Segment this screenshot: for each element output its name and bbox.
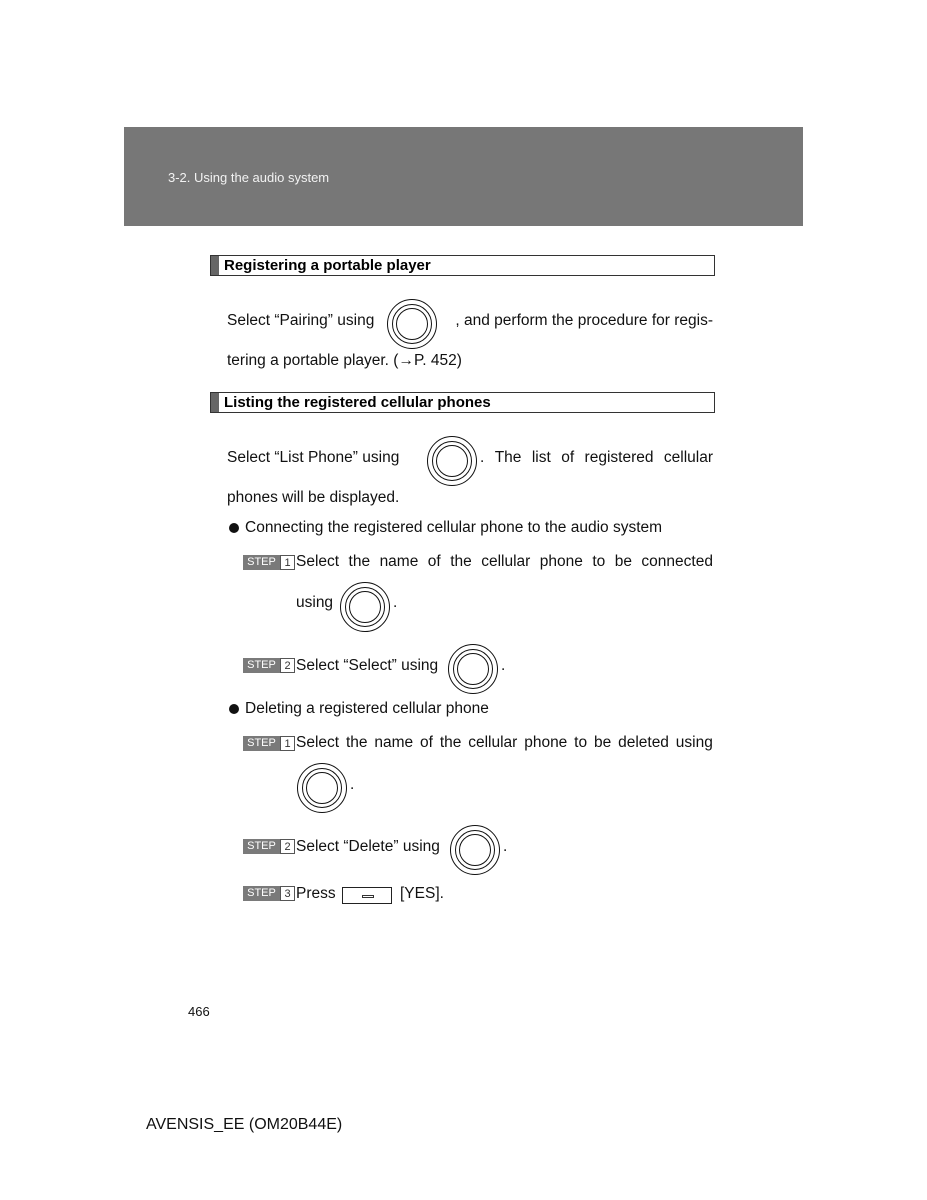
word: phone: [524, 734, 568, 751]
period: .: [393, 594, 398, 611]
breadcrumb: 3-2. Using the audio system: [168, 170, 330, 185]
word: registered: [584, 449, 654, 466]
step-number: 1: [280, 736, 295, 751]
word: to: [574, 734, 588, 751]
step-number: 2: [280, 839, 295, 854]
step-number: 3: [280, 886, 295, 901]
step-number: 2: [280, 658, 295, 673]
step-number: 1: [280, 555, 295, 570]
button-dash-mark: [362, 895, 374, 898]
word: list: [531, 449, 551, 466]
bullet-icon: [229, 704, 239, 714]
word: Select: [296, 553, 340, 570]
word: be: [614, 553, 632, 570]
tune-select-knob-icon: [448, 644, 498, 694]
step-label: STEP: [243, 839, 280, 854]
step-label: STEP: [243, 555, 280, 570]
word: be: [593, 734, 612, 751]
tune-select-knob-icon: [387, 299, 437, 349]
delete-step2-text: Select “Delete” using: [296, 838, 440, 855]
bullet-delete-text: Deleting a registered cellular phone: [245, 700, 489, 717]
step-badge-2: [243, 658, 295, 673]
word: connected: [641, 553, 713, 570]
step-label: STEP: [243, 886, 280, 901]
register-line1-pre: Select “Pairing” using: [227, 312, 375, 329]
step-badge-1: [243, 736, 295, 751]
bullet-icon: [229, 523, 239, 533]
step-label: STEP: [243, 658, 280, 673]
section-title: Registering a portable player: [224, 257, 431, 274]
word: of: [427, 553, 441, 570]
connect-step1-text: [296, 552, 713, 572]
word: the: [450, 553, 472, 570]
step-badge-2: [243, 839, 295, 854]
step-badge-3: [243, 886, 295, 901]
hang-up-button-icon: [342, 887, 392, 904]
listing-line1-pre: Select “List Phone” using: [227, 449, 400, 466]
word: name: [374, 734, 414, 751]
word: the: [348, 553, 371, 570]
register-line2: tering a portable player. (→P. 452): [227, 352, 462, 369]
connect-step1-cont: using: [296, 594, 334, 611]
word: of: [420, 734, 433, 751]
word: of: [561, 449, 575, 466]
word: name: [379, 553, 419, 570]
section-title: Listing the registered cellular phones: [224, 394, 491, 411]
word: deleted: [618, 734, 669, 751]
heading-marker: [211, 393, 219, 412]
period: .: [350, 776, 355, 793]
heading-marker: [211, 256, 219, 275]
word: .: [480, 449, 485, 466]
word: the: [439, 734, 462, 751]
section-heading-register: [210, 255, 715, 276]
register-line1-post: , and perform the procedure for regis-: [455, 312, 713, 329]
bullet-connect-text: Connecting the registered cellular phone to the audio system: [245, 519, 663, 536]
word: the: [345, 734, 368, 751]
delete-step3-post: [YES].: [400, 885, 444, 902]
page-number: 466: [188, 1004, 210, 1019]
tune-select-knob-icon: [427, 436, 477, 486]
delete-step3-pre: Press: [296, 885, 336, 902]
chapter-header-band: [124, 127, 803, 226]
period: .: [501, 657, 506, 674]
section-heading-listing: [210, 392, 715, 413]
document-code: AVENSIS_EE (OM20B44E): [146, 1116, 343, 1133]
period: .: [503, 838, 508, 855]
step-badge-1: [243, 555, 295, 570]
word: Select: [296, 734, 340, 751]
connect-step2-text: Select “Select” using: [296, 657, 439, 674]
tune-select-knob-icon: [450, 825, 500, 875]
listing-line2: phones will be displayed.: [227, 489, 400, 506]
word: cellular: [663, 449, 713, 466]
word: The: [494, 449, 522, 466]
word: cellular: [468, 734, 518, 751]
word: cellular: [481, 553, 531, 570]
word: to: [592, 553, 606, 570]
word: using: [675, 734, 713, 751]
listing-line1-post: [480, 448, 713, 468]
tune-select-knob-icon: [297, 763, 347, 813]
delete-step1-text: [296, 733, 713, 753]
tune-select-knob-icon: [340, 582, 390, 632]
word: phone: [539, 553, 583, 570]
step-label: STEP: [243, 736, 280, 751]
